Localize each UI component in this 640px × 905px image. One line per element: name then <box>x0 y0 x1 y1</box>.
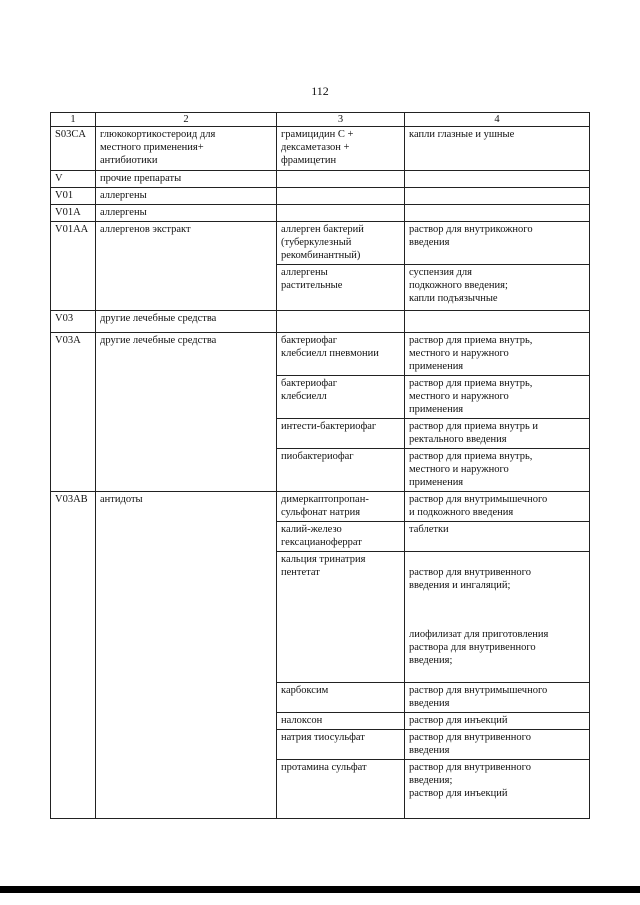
drug-name: протамина сульфат <box>277 760 405 819</box>
atc-code: V <box>51 171 96 188</box>
drug-name: аллергены растительные <box>277 265 405 311</box>
drug-name: калий-железо гексацианоферрат <box>277 522 405 552</box>
drug-name: карбоксим <box>277 683 405 713</box>
group-name: прочие препараты <box>96 171 277 188</box>
column-header: 4 <box>405 113 590 127</box>
atc-code: V03A <box>51 333 96 492</box>
group-name: глюкокортикостероид для местного применения+ антибиотики <box>96 127 277 171</box>
group-name: другие лечебные средства <box>96 333 277 492</box>
dosage-form: раствор для внутривенного введения и ингаляций; <box>409 567 531 591</box>
dosage-form: раствор для внутрикожного введения <box>405 222 590 265</box>
dosage-form: раствор для приема внутрь, местного и наружного применения <box>405 449 590 492</box>
dosage-form <box>405 171 590 188</box>
table-row <box>51 492 590 522</box>
dosage-form-cell <box>405 552 590 683</box>
atc-code: V01AA <box>51 222 96 311</box>
group-name: аллергенов экстракт <box>96 222 277 311</box>
drug-name <box>277 188 405 205</box>
dosage-form: капли глазные и ушные <box>405 127 590 171</box>
spacer <box>409 605 585 615</box>
group-name: другие лечебные средства <box>96 311 277 333</box>
table-row <box>51 171 590 188</box>
dosage-form: лиофилизат для приготовления раствора для внутривенного введения; <box>409 629 549 666</box>
dosage-form <box>405 205 590 222</box>
drug-name: налоксон <box>277 713 405 730</box>
dosage-form: раствор для приема внутрь и ректального введения <box>405 419 590 449</box>
atc-code: V03AB <box>51 492 96 819</box>
page-number: 112 <box>311 84 329 98</box>
atc-code: V03 <box>51 311 96 333</box>
dosage-form: раствор для инъекций <box>405 713 590 730</box>
drug-name: пиобактериофаг <box>277 449 405 492</box>
table-row <box>51 188 590 205</box>
drug-name: кальция тринатрия пентетат <box>277 552 405 683</box>
dosage-form: раствор для приема внутрь, местного и наружного применения <box>405 376 590 419</box>
dosage-form: раствор для внутривенного введения <box>405 730 590 760</box>
group-name: аллергены <box>96 188 277 205</box>
dosage-form: раствор для внутривенного введения; раствор для инъекций <box>405 760 590 819</box>
drug-name: аллерген бактерий (туберкулезный рекомбинантный) <box>277 222 405 265</box>
drug-name <box>277 205 405 222</box>
dosage-form <box>405 311 590 333</box>
column-header: 1 <box>51 113 96 127</box>
group-name: антидоты <box>96 492 277 819</box>
drug-name: бактериофаг клебсиелл <box>277 376 405 419</box>
drug-name: натрия тиосульфат <box>277 730 405 760</box>
drug-name: димеркаптопропан- сульфонат натрия <box>277 492 405 522</box>
table-row <box>51 127 590 171</box>
table-header-row <box>51 113 590 127</box>
dosage-form: суспензия для подкожного введения; капли подъязычные <box>405 265 590 311</box>
column-header: 3 <box>277 113 405 127</box>
dosage-form: раствор для внутримышечного и подкожного введения <box>405 492 590 522</box>
drug-name: грамицидин С + дексаметазон + фрамицетин <box>277 127 405 171</box>
atc-code: V01A <box>51 205 96 222</box>
drug-name <box>277 171 405 188</box>
dosage-form: раствор для внутримышечного введения <box>405 683 590 713</box>
drug-name: бактериофаг клебсиелл пневмонии <box>277 333 405 376</box>
table-row <box>51 205 590 222</box>
column-header: 2 <box>96 113 277 127</box>
group-name: аллергены <box>96 205 277 222</box>
dosage-form: раствор для приема внутрь, местного и наружного применения <box>405 333 590 376</box>
atc-code: S03CA <box>51 127 96 171</box>
atc-code: V01 <box>51 188 96 205</box>
medication-table <box>50 112 590 819</box>
table-row <box>51 311 590 333</box>
drug-name: интести-бактериофаг <box>277 419 405 449</box>
table-row <box>51 222 590 265</box>
page-bottom-rule <box>0 886 640 893</box>
dosage-form: таблетки <box>405 522 590 552</box>
drug-name <box>277 311 405 333</box>
dosage-form <box>405 188 590 205</box>
table-row <box>51 333 590 376</box>
